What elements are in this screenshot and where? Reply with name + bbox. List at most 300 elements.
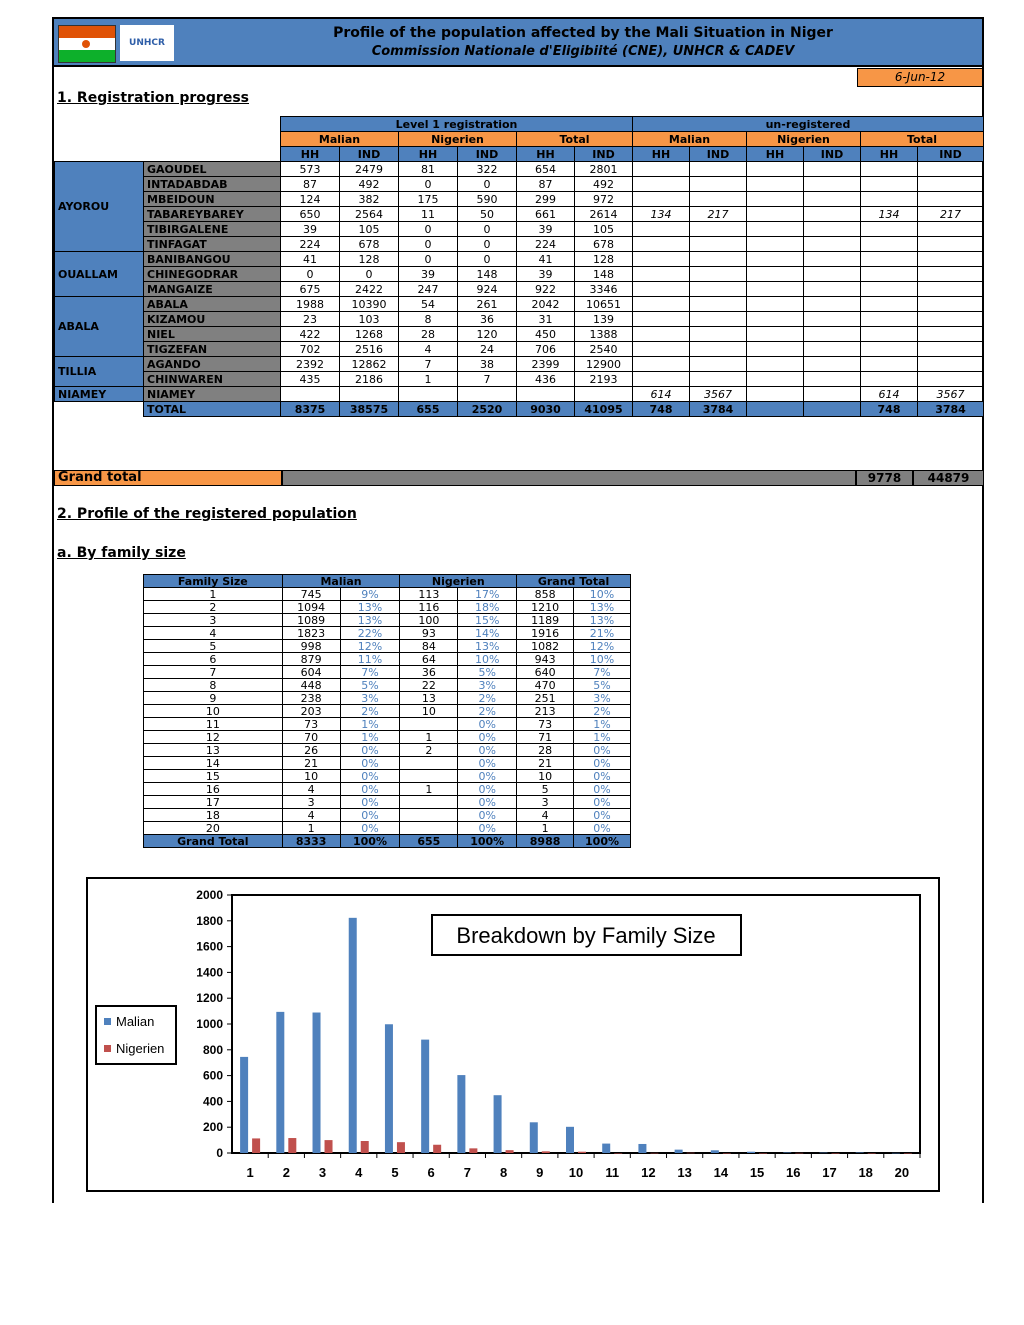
cell-t-hh: 39 xyxy=(517,267,575,282)
site-row xyxy=(55,342,984,357)
col-ind: IND xyxy=(690,147,747,162)
family-gp: 1% xyxy=(574,731,631,744)
col-hh: HH xyxy=(861,147,918,162)
site-name: GAOUDEL xyxy=(144,162,281,177)
family-total-g: 8988 xyxy=(517,835,574,848)
niger-flag-icon xyxy=(58,25,116,63)
cell-m-ind: 103 xyxy=(340,312,399,327)
cell-n-hh: 4 xyxy=(399,342,458,357)
family-n: 2 xyxy=(400,744,458,757)
family-row xyxy=(144,718,631,731)
x-tick-label: 16 xyxy=(786,1165,801,1180)
cell-t-ind: 2801 xyxy=(575,162,633,177)
family-gp: 12% xyxy=(574,640,631,653)
family-size: 11 xyxy=(144,718,283,731)
x-tick-label: 8 xyxy=(499,1165,508,1180)
col-group-malian-unreg: Malian xyxy=(633,132,747,147)
bar-nigerien xyxy=(397,1142,405,1153)
x-tick-label: 9 xyxy=(536,1165,544,1180)
total-un-hh xyxy=(747,402,804,417)
family-np: 2% xyxy=(458,705,517,718)
col-hh: HH xyxy=(281,147,340,162)
family-np: 17% xyxy=(458,588,517,601)
family-n xyxy=(400,770,458,783)
family-gp: 0% xyxy=(574,770,631,783)
cell-um-hh xyxy=(633,237,690,252)
family-mp: 0% xyxy=(340,822,400,835)
y-tick-label: 1800 xyxy=(196,913,223,928)
site-row xyxy=(55,192,984,207)
family-g: 28 xyxy=(517,744,574,757)
family-np: 0% xyxy=(458,822,517,835)
family-n: 1 xyxy=(400,731,458,744)
bar-malian xyxy=(530,1122,538,1153)
cell-un-ind xyxy=(804,207,861,222)
family-size: 1 xyxy=(144,588,283,601)
cell-m-ind: 492 xyxy=(340,177,399,192)
x-tick-label: 18 xyxy=(858,1165,873,1180)
family-m: 998 xyxy=(282,640,340,653)
site-row xyxy=(55,162,984,177)
family-mp: 2% xyxy=(340,705,400,718)
family-mp: 0% xyxy=(340,783,400,796)
family-row xyxy=(144,809,631,822)
cell-n-ind: 0 xyxy=(458,177,517,192)
site-name: ABALA xyxy=(144,297,281,312)
cell-ut-hh xyxy=(861,312,918,327)
cell-t-ind: 2614 xyxy=(575,207,633,222)
family-np: 2% xyxy=(458,692,517,705)
cell-ut-ind xyxy=(918,372,984,387)
family-row xyxy=(144,588,631,601)
cell-m-hh: 39 xyxy=(281,222,340,237)
legend-label-malian: Malian xyxy=(116,1014,155,1029)
x-tick-label: 13 xyxy=(677,1165,692,1180)
family-np: 5% xyxy=(458,666,517,679)
family-row xyxy=(144,653,631,666)
col-hh: HH xyxy=(633,147,690,162)
family-np: 0% xyxy=(458,744,517,757)
region-name: OUALLAM xyxy=(55,252,144,297)
bar-malian xyxy=(819,1153,827,1154)
cell-m-hh xyxy=(281,387,340,402)
col-ind: IND xyxy=(804,147,861,162)
cell-un-hh xyxy=(747,267,804,282)
family-total-m: 8333 xyxy=(282,835,340,848)
family-size: 16 xyxy=(144,783,283,796)
cell-m-ind: 10390 xyxy=(340,297,399,312)
family-row xyxy=(144,770,631,783)
cell-un-hh xyxy=(747,207,804,222)
cell-n-ind: 50 xyxy=(458,207,517,222)
cell-m-hh: 573 xyxy=(281,162,340,177)
cell-um-hh: 614 xyxy=(633,387,690,402)
family-gp: 3% xyxy=(574,692,631,705)
cell-um-ind xyxy=(690,162,747,177)
family-mp: 22% xyxy=(340,627,400,640)
cell-um-ind xyxy=(690,372,747,387)
cell-n-ind xyxy=(458,387,517,402)
cell-ut-hh xyxy=(861,342,918,357)
site-name: MANGAIZE xyxy=(144,282,281,297)
family-row xyxy=(144,601,631,614)
col-group-total-unreg: Total xyxy=(861,132,984,147)
family-mp: 0% xyxy=(340,770,400,783)
site-name: NIEL xyxy=(144,327,281,342)
cell-m-hh: 124 xyxy=(281,192,340,207)
grand-total-label: Grand total xyxy=(54,470,282,486)
cell-m-ind: 2516 xyxy=(340,342,399,357)
cell-m-hh: 650 xyxy=(281,207,340,222)
cell-t-ind: 128 xyxy=(575,252,633,267)
bar-nigerien xyxy=(361,1141,369,1153)
family-size: 13 xyxy=(144,744,283,757)
total-n-hh: 655 xyxy=(399,402,458,417)
cell-t-ind: 492 xyxy=(575,177,633,192)
site-row xyxy=(55,357,984,372)
cell-um-hh xyxy=(633,222,690,237)
family-m: 21 xyxy=(282,757,340,770)
cell-ut-hh xyxy=(861,267,918,282)
section2-title: 2. Profile of the registered population xyxy=(57,506,357,522)
bar-malian xyxy=(892,1153,900,1154)
family-m: 73 xyxy=(282,718,340,731)
bar-malian xyxy=(783,1152,791,1153)
cell-ut-ind: 3567 xyxy=(918,387,984,402)
family-size: 3 xyxy=(144,614,283,627)
family-gp: 0% xyxy=(574,783,631,796)
y-tick-label: 600 xyxy=(202,1068,223,1083)
family-g: 251 xyxy=(517,692,574,705)
family-row xyxy=(144,640,631,653)
cell-m-hh: 41 xyxy=(281,252,340,267)
cell-n-hh xyxy=(399,387,458,402)
site-name: NIAMEY xyxy=(144,387,281,402)
x-tick-label: 4 xyxy=(355,1165,363,1180)
family-np: 0% xyxy=(458,783,517,796)
col-ind: IND xyxy=(575,147,633,162)
cell-un-hh xyxy=(747,252,804,267)
cell-n-hh: 7 xyxy=(399,357,458,372)
cell-ut-ind xyxy=(918,252,984,267)
y-tick-label: 1600 xyxy=(196,939,223,954)
region-name: TILLIA xyxy=(55,357,144,387)
cell-un-hh xyxy=(747,282,804,297)
cell-t-hh: 436 xyxy=(517,372,575,387)
family-m: 238 xyxy=(282,692,340,705)
cell-m-ind: 2479 xyxy=(340,162,399,177)
cell-t-hh: 31 xyxy=(517,312,575,327)
family-g: 21 xyxy=(517,757,574,770)
cell-n-hh: 0 xyxy=(399,237,458,252)
family-n xyxy=(400,718,458,731)
total-t-ind: 41095 xyxy=(575,402,633,417)
family-gp: 7% xyxy=(574,666,631,679)
family-n: 64 xyxy=(400,653,458,666)
cell-n-ind: 38 xyxy=(458,357,517,372)
cell-m-ind: 1268 xyxy=(340,327,399,342)
site-row xyxy=(55,312,984,327)
col-malian: Malian xyxy=(282,575,400,588)
cell-un-ind xyxy=(804,222,861,237)
family-row xyxy=(144,757,631,770)
family-row xyxy=(144,731,631,744)
bar-nigerien xyxy=(904,1153,912,1154)
cell-n-hh: 54 xyxy=(399,297,458,312)
site-row xyxy=(55,267,984,282)
family-mp: 12% xyxy=(340,640,400,653)
family-np: 3% xyxy=(458,679,517,692)
cell-ut-hh: 614 xyxy=(861,387,918,402)
cell-un-hh xyxy=(747,312,804,327)
family-size: 17 xyxy=(144,796,283,809)
cell-t-ind: 148 xyxy=(575,267,633,282)
y-tick-label: 0 xyxy=(216,1146,223,1160)
family-n: 116 xyxy=(400,601,458,614)
family-g: 1189 xyxy=(517,614,574,627)
family-size: 18 xyxy=(144,809,283,822)
cell-n-ind: 120 xyxy=(458,327,517,342)
cell-um-ind xyxy=(690,282,747,297)
cell-um-ind xyxy=(690,312,747,327)
cell-um-ind xyxy=(690,342,747,357)
header-row-units xyxy=(55,147,984,162)
cell-ut-hh xyxy=(861,192,918,207)
cell-um-ind: 217 xyxy=(690,207,747,222)
cell-un-ind xyxy=(804,297,861,312)
cell-un-hh xyxy=(747,192,804,207)
bar-nigerien xyxy=(542,1151,550,1153)
bar-malian xyxy=(349,918,357,1153)
family-size: 14 xyxy=(144,757,283,770)
cell-um-ind xyxy=(690,222,747,237)
cell-m-hh: 2392 xyxy=(281,357,340,372)
bar-malian xyxy=(566,1127,574,1153)
family-gp: 0% xyxy=(574,744,631,757)
cell-un-ind xyxy=(804,237,861,252)
cell-ut-hh xyxy=(861,237,918,252)
site-row xyxy=(55,177,984,192)
family-np: 0% xyxy=(458,809,517,822)
legend-label-nigerien: Nigerien xyxy=(116,1041,165,1056)
family-n: 1 xyxy=(400,783,458,796)
family-size: 12 xyxy=(144,731,283,744)
family-gp: 1% xyxy=(574,718,631,731)
cell-un-hh xyxy=(747,222,804,237)
col-group-total: Total xyxy=(517,132,633,147)
x-tick-label: 1 xyxy=(246,1165,254,1180)
cell-m-ind: 382 xyxy=(340,192,399,207)
cell-t-hh xyxy=(517,387,575,402)
cell-t-hh: 224 xyxy=(517,237,575,252)
family-m: 604 xyxy=(282,666,340,679)
family-m: 448 xyxy=(282,679,340,692)
bar-nigerien xyxy=(723,1153,731,1154)
cell-un-ind xyxy=(804,162,861,177)
cell-ut-ind xyxy=(918,222,984,237)
x-tick-label: 12 xyxy=(641,1165,656,1180)
family-mp: 9% xyxy=(340,588,400,601)
bar-malian xyxy=(711,1150,719,1153)
y-tick-label: 1000 xyxy=(196,1017,223,1031)
site-row xyxy=(55,387,984,402)
cell-n-hh: 1 xyxy=(399,372,458,387)
cell-um-hh xyxy=(633,267,690,282)
header-row-nationality xyxy=(55,132,984,147)
report-date: 6-Jun-12 xyxy=(857,68,983,87)
family-g: 858 xyxy=(517,588,574,601)
col-group-nigerien-unreg: Nigerien xyxy=(747,132,861,147)
family-m: 3 xyxy=(282,796,340,809)
cell-ut-ind xyxy=(918,327,984,342)
col-grand-total: Grand Total xyxy=(517,575,631,588)
family-n xyxy=(400,822,458,835)
cell-n-ind: 24 xyxy=(458,342,517,357)
site-name: AGANDO xyxy=(144,357,281,372)
cell-t-ind: 139 xyxy=(575,312,633,327)
cell-t-ind: 972 xyxy=(575,192,633,207)
y-tick-label: 400 xyxy=(202,1094,223,1109)
family-g: 1210 xyxy=(517,601,574,614)
cell-un-hh xyxy=(747,237,804,252)
cell-m-hh: 435 xyxy=(281,372,340,387)
family-np: 13% xyxy=(458,640,517,653)
bar-malian xyxy=(494,1095,502,1153)
cell-um-hh xyxy=(633,357,690,372)
site-row xyxy=(55,252,984,267)
cell-ut-hh xyxy=(861,252,918,267)
x-tick-label: 17 xyxy=(822,1165,837,1180)
cell-n-ind: 590 xyxy=(458,192,517,207)
bar-nigerien xyxy=(433,1145,441,1153)
legend-swatch-nigerien xyxy=(104,1045,111,1052)
cell-m-hh: 422 xyxy=(281,327,340,342)
family-n xyxy=(400,757,458,770)
cell-un-hh xyxy=(747,387,804,402)
site-name: MBEIDOUN xyxy=(144,192,281,207)
region-name: AYOROU xyxy=(55,162,144,252)
col-group-nigerien: Nigerien xyxy=(399,132,517,147)
total-um-hh: 748 xyxy=(633,402,690,417)
cell-ut-hh xyxy=(861,327,918,342)
grand-total-bar xyxy=(282,470,856,486)
cell-um-ind: 3567 xyxy=(690,387,747,402)
bar-nigerien xyxy=(288,1138,296,1153)
cell-um-hh xyxy=(633,372,690,387)
cell-t-ind: 105 xyxy=(575,222,633,237)
bar-malian xyxy=(856,1152,864,1153)
bar-nigerien xyxy=(506,1150,514,1153)
cell-t-hh: 2399 xyxy=(517,357,575,372)
cell-t-ind: 1388 xyxy=(575,327,633,342)
family-size: 15 xyxy=(144,770,283,783)
cell-m-hh: 0 xyxy=(281,267,340,282)
cell-n-ind: 36 xyxy=(458,312,517,327)
col-group-malian: Malian xyxy=(281,132,399,147)
cell-un-ind xyxy=(804,372,861,387)
site-row xyxy=(55,222,984,237)
grand-total-hh: 9778 xyxy=(856,470,913,486)
y-tick-label: 1400 xyxy=(196,965,223,980)
family-size: 9 xyxy=(144,692,283,705)
col-hh: HH xyxy=(517,147,575,162)
report-title: Profile of the population affected by the Mali Situation in Niger xyxy=(333,25,833,41)
total-label: TOTAL xyxy=(144,402,281,417)
family-row xyxy=(144,705,631,718)
cell-t-hh: 2042 xyxy=(517,297,575,312)
family-row xyxy=(144,692,631,705)
cell-ut-ind xyxy=(918,162,984,177)
bar-malian xyxy=(747,1152,755,1153)
x-tick-label: 11 xyxy=(605,1165,620,1180)
cell-t-hh: 661 xyxy=(517,207,575,222)
total-um-ind: 3784 xyxy=(690,402,747,417)
family-g: 5 xyxy=(517,783,574,796)
x-tick-label: 14 xyxy=(713,1165,729,1180)
cell-um-hh xyxy=(633,177,690,192)
cell-m-ind: 2186 xyxy=(340,372,399,387)
cell-ut-hh: 134 xyxy=(861,207,918,222)
family-row xyxy=(144,796,631,809)
bar-malian xyxy=(638,1144,646,1153)
site-row xyxy=(55,207,984,222)
bar-malian xyxy=(276,1012,284,1153)
family-total-mp: 100% xyxy=(340,835,400,848)
col-nigerien: Nigerien xyxy=(400,575,517,588)
cell-n-hh: 81 xyxy=(399,162,458,177)
cell-m-ind: 105 xyxy=(340,222,399,237)
region-name: ABALA xyxy=(55,297,144,357)
cell-um-ind xyxy=(690,327,747,342)
family-gp: 13% xyxy=(574,614,631,627)
family-n: 113 xyxy=(400,588,458,601)
site-row xyxy=(55,372,984,387)
total-t-hh: 9030 xyxy=(517,402,575,417)
family-mp: 13% xyxy=(340,614,400,627)
family-m: 745 xyxy=(282,588,340,601)
family-size: 5 xyxy=(144,640,283,653)
cell-n-hh: 39 xyxy=(399,267,458,282)
cell-t-ind: 10651 xyxy=(575,297,633,312)
family-mp: 13% xyxy=(340,601,400,614)
site-row xyxy=(55,327,984,342)
registration-table xyxy=(54,116,984,417)
cell-m-ind: 2422 xyxy=(340,282,399,297)
unhcr-logo: UNHCR xyxy=(120,25,174,61)
family-m: 26 xyxy=(282,744,340,757)
family-mp: 0% xyxy=(340,809,400,822)
total-ut-hh: 748 xyxy=(861,402,918,417)
cell-un-ind xyxy=(804,177,861,192)
family-gp: 0% xyxy=(574,757,631,770)
x-tick-label: 2 xyxy=(282,1165,290,1180)
family-g: 470 xyxy=(517,679,574,692)
cell-um-ind xyxy=(690,192,747,207)
family-size: 2 xyxy=(144,601,283,614)
bar-malian xyxy=(457,1075,465,1153)
cell-um-ind xyxy=(690,297,747,312)
family-n: 93 xyxy=(400,627,458,640)
bar-nigerien xyxy=(795,1153,803,1154)
family-gp: 5% xyxy=(574,679,631,692)
cell-um-ind xyxy=(690,357,747,372)
col-family-size: Family Size xyxy=(144,575,283,588)
cell-ut-hh xyxy=(861,357,918,372)
site-name: TIGZEFAN xyxy=(144,342,281,357)
cell-ut-hh xyxy=(861,177,918,192)
cell-um-hh xyxy=(633,192,690,207)
cell-n-hh: 11 xyxy=(399,207,458,222)
